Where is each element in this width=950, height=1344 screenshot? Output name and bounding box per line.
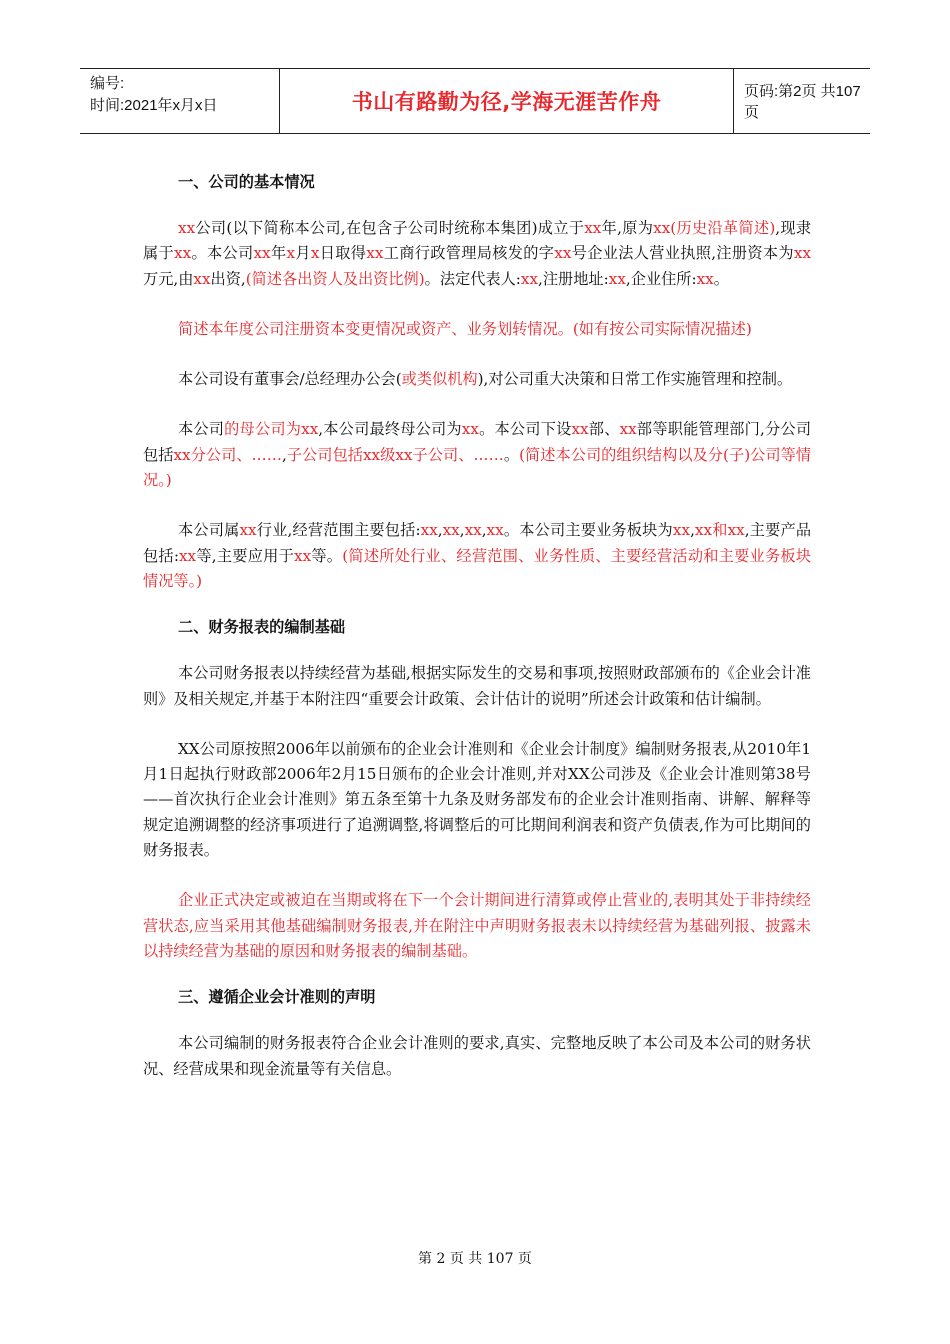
highlighted-text-run: xx	[584, 219, 602, 237]
text-run: 年	[270, 244, 287, 263]
text-run: ,	[481, 521, 487, 540]
highlighted-text-run: xx	[178, 219, 196, 237]
text-run: ,	[281, 445, 287, 464]
section-heading-1: 一、公司的基本情况	[178, 173, 315, 191]
text-run: 。	[713, 269, 729, 288]
highlighted-text-run: xx	[571, 420, 589, 439]
highlighted-text-run: 或类似机构	[401, 370, 478, 389]
highlighted-text-run: xx	[301, 420, 319, 439]
paragraph-structure	[143, 417, 811, 493]
text-run: 部、	[588, 420, 620, 439]
paragraph-board	[143, 367, 811, 392]
highlighted-text-run: xx	[554, 244, 572, 263]
text-run: ),对公司重大决策和日常工作实施管理和控制。	[477, 370, 793, 389]
text-run: XX公司原按照2006年以前颁布的企业会计准则和《企业会计制度》编制财务报表,从2010年1月1日起执行财政部2006年2月15日颁布的企业会计准则,并对XX公司涉及《企业会计准则第38号——首次执行企业会计准则》第五条至第十九条及财务部发布的企业会计准则指南、讲解、解释等规定追溯调整的经济事项进行了追溯调整,将调整后的可比期间利润表和资产负债表,作为可比期间的财务报表。	[143, 739, 811, 860]
highlighted-text-run: xx	[619, 420, 637, 439]
highlighted-text-run: xx	[174, 244, 192, 263]
text-run: 工商行政管理局核发的字	[383, 244, 555, 263]
highlighted-text-run: xx(历史沿革简述)	[653, 219, 776, 237]
text-run: 年,原为	[601, 219, 654, 237]
page-number-label: 页码:第2页 共107页	[744, 83, 861, 121]
highlighted-text-run: xx	[608, 269, 626, 288]
text-run: 。本公司下设	[478, 420, 572, 439]
text-run: 万元,由	[143, 269, 194, 288]
highlighted-text-run: xx	[520, 269, 539, 288]
text-run: 号企业法人营业执照,注册资本为	[571, 244, 794, 263]
highlighted-text-run: xx	[366, 244, 384, 263]
highlighted-text-run: xx	[442, 521, 460, 540]
paragraph-capital-change	[143, 317, 811, 342]
highlighted-text-run: xx	[696, 269, 714, 288]
text-run: 日取得	[319, 244, 367, 263]
highlighted-text-run: xx	[239, 521, 257, 540]
text-run: 等,主要应用于	[196, 546, 294, 565]
paragraph-compliance	[143, 1031, 811, 1082]
highlighted-text-run: xx	[486, 521, 504, 540]
highlighted-text-run: xx	[461, 420, 479, 439]
section-heading-2: 二、财务报表的编制基础	[178, 618, 346, 637]
text-run: ,企业住所:	[625, 269, 697, 288]
highlighted-text-run: xx分公司、……	[173, 445, 282, 464]
text-run: 。本公司	[191, 244, 254, 263]
text-run: 出资,	[210, 269, 246, 288]
text-run: 本公司	[178, 420, 225, 439]
header-motto-cell	[280, 69, 734, 133]
highlighted-text-run: xx	[420, 521, 438, 540]
highlighted-text-run: xx和xx	[694, 521, 745, 540]
highlighted-text-run: x	[310, 244, 320, 263]
header-meta-cell	[80, 69, 280, 133]
header-page-cell	[734, 69, 870, 133]
highlighted-text-run: 的母公司为	[224, 420, 302, 439]
section-heading-3: 三、遵循企业会计准则的声明	[178, 988, 376, 1007]
text-run: 部等职能管理部门,分公司包括	[143, 420, 812, 464]
date-label: 时间:2021年x月x日	[90, 97, 218, 114]
highlighted-text-run: (简述所处行业、经营范围、业务性质、主要经营活动和主要业务板块情况等。)	[143, 546, 812, 590]
paragraph-basis	[143, 661, 811, 712]
highlighted-text-run: 子公司包括xx级xx子公司、……	[286, 445, 504, 464]
page-footer: 第 2 页 共 107 页	[418, 1251, 532, 1267]
highlighted-text-run: xx	[253, 244, 271, 263]
highlighted-text-run: xx	[464, 521, 482, 540]
text-run: 。法定代表人:	[424, 269, 521, 288]
number-label: 编号:	[90, 75, 125, 92]
text-run: ,	[437, 521, 443, 540]
text-run: 本公司财务报表以持续经营为基础,根据实际发生的交易和事项,按照财政部颁布的《企业会计准则》及相关规定,并基于本附注四“重要会计政策、会计估计的说明”所述会计政策和估计编制。	[143, 664, 811, 708]
text-run: 本公司属	[178, 521, 240, 540]
text-run: 等。	[311, 546, 343, 565]
highlighted-text-run: x	[286, 244, 296, 263]
text-run: ,主要产品包括:	[143, 521, 812, 565]
highlighted-text-run: xx	[294, 546, 312, 565]
motto-text: 书山有路勤为径,学海无涯苦作舟	[351, 90, 662, 114]
text-run: ,现隶属于	[143, 219, 812, 263]
text-run: 月	[295, 244, 311, 263]
text-run: ,本公司最终母公司为	[318, 420, 462, 439]
paragraph-transition	[143, 737, 811, 863]
page-header	[80, 68, 870, 134]
highlighted-text-run: (简述本公司的组织结构以及分(子)公司等情况。)	[143, 445, 812, 490]
text-run: ,	[459, 521, 465, 540]
highlighted-text-run: 企业正式决定或被迫在当期或将在下一个会计期间进行清算或停止营业的,表明其处于非持续经营状态,应当采用其他基础编制财务报表,并在附注中声明财务报表未以持续经营为基础列报、披露未以持续经营为基础的原因和财务报表的编制基础。	[143, 891, 811, 960]
highlighted-text-run: 简述本年度公司注册资本变更情况或资产、业务划转情况。(如有按公司实际情况描述)	[178, 319, 752, 338]
text-run: 本公司编制的财务报表符合企业会计准则的要求,真实、完整地反映了本公司及本公司的财务状况、经营成果和现金流量等有关信息。	[143, 1034, 811, 1078]
text-run: 公司(以下简称本公司,在包含子公司时统称本集团)成立于	[195, 219, 585, 237]
text-run: ,注册地址:	[538, 269, 609, 288]
text-run: 本公司设有董事会/总经理办公会(	[178, 370, 402, 389]
paragraph-going-concern	[143, 888, 811, 964]
highlighted-text-run: xx	[793, 244, 812, 263]
document-body	[143, 170, 811, 1082]
highlighted-text-run: (简述各出资人及出资比例)	[245, 269, 425, 288]
text-run: ,	[690, 521, 695, 540]
text-run: 。	[503, 445, 520, 464]
highlighted-text-run: xx	[193, 269, 211, 288]
paragraph-business	[143, 518, 811, 594]
text-run: 行业,经营范围主要包括:	[256, 521, 421, 540]
highlighted-text-run: xx	[178, 546, 197, 565]
text-run: 。本公司主要业务板块为	[503, 521, 673, 540]
paragraph-basic-info	[143, 216, 811, 292]
highlighted-text-run: xx	[672, 521, 691, 540]
